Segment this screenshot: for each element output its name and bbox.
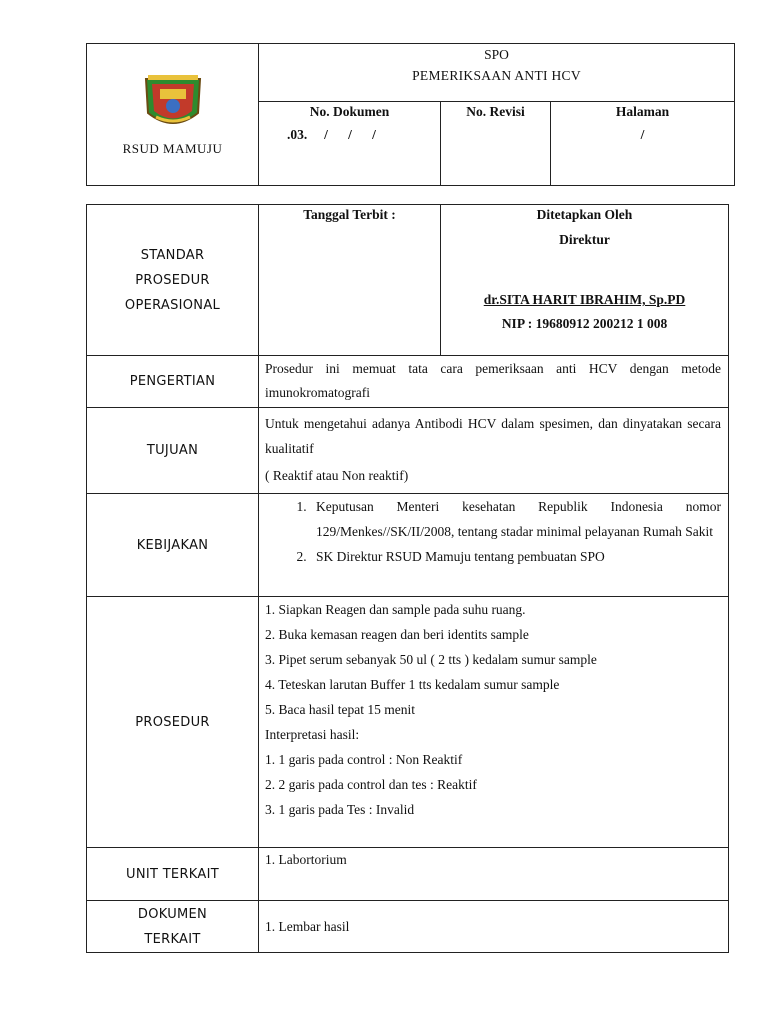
tanggal-terbit-cell	[259, 205, 441, 356]
tujuan-label: TUJUAN	[146, 443, 199, 458]
header-table	[86, 43, 735, 186]
kebijakan-label: KEBIJAKAN	[136, 537, 209, 553]
prosedur-line: 4. Teteskan larutan Buffer 1 tts kedalam sumur sample	[265, 677, 560, 692]
no-dokumen-cell	[259, 102, 441, 186]
unit-terkait-label: UNIT TERKAIT	[126, 866, 219, 882]
prosedur-line: 5. Baca hasil tepat 15 menit	[265, 702, 415, 717]
no-dokumen-value: .03. / / /	[287, 127, 376, 142]
prosedur-label-cell	[87, 597, 259, 848]
signer-name: dr.SITA HARIT IBRAHIM, Sp.PD	[483, 292, 686, 307]
jabatan: Direktur	[559, 232, 610, 247]
kebijakan-list	[265, 494, 721, 569]
sop-title-line-1: STANDAR	[140, 247, 205, 263]
dokumen-terkait-label-1: DOKUMEN	[137, 906, 208, 922]
prosedur-cell	[259, 597, 729, 848]
hospital-name: RSUD MAMUJU	[122, 140, 223, 156]
sop-title-line-2: PROSEDUR	[135, 272, 210, 288]
tujuan-cell	[259, 408, 729, 494]
prosedur-line: 2. Buka kemasan reagen dan beri identits sample	[265, 627, 529, 642]
tujuan-label-cell	[87, 408, 259, 494]
pengertian-label-cell	[87, 356, 259, 408]
kebijakan-cell	[259, 494, 729, 597]
dokumen-terkait-label-cell	[87, 901, 259, 953]
ditetapkan-cell	[441, 205, 729, 356]
pengertian-label: PENGERTIAN	[129, 374, 216, 389]
dokumen-terkait-label-2: TERKAIT	[144, 931, 201, 947]
tujuan-text-2: ( Reaktif atau Non reaktif)	[265, 468, 409, 483]
prosedur-line: Interpretasi hasil:	[265, 727, 360, 742]
tujuan-text: Untuk mengetahui adanya Antibodi HCV dalam spesimen, dan dinyatakan secara kualitatif	[265, 416, 721, 456]
pengertian-text: Prosedur ini memuat tata cara pemeriksaan anti HCV dengan metode imunokromatografi	[259, 356, 729, 408]
kebijakan-label-cell	[87, 494, 259, 597]
no-dokumen-label: No. Dokumen	[309, 104, 390, 119]
hospital-logo-cell	[87, 44, 259, 186]
unit-terkait-label-cell	[87, 848, 259, 901]
doc-title: PEMERIKSAAN ANTI HCV	[412, 68, 581, 83]
sop-left-title-cell	[87, 205, 259, 356]
prosedur-line: 1. 1 garis pada control : Non Reaktif	[265, 752, 463, 767]
prosedur-line: 3. 1 garis pada Tes : Invalid	[265, 802, 415, 817]
prosedur-line: 3. Pipet serum sebanyak 50 ul ( 2 tts ) kedalam sumur sample	[265, 652, 597, 667]
prosedur-line: 2. 2 garis pada control dan tes : Reaktif	[265, 777, 477, 792]
rsud-mamuju-emblem-icon	[138, 73, 208, 135]
doc-type: SPO	[484, 47, 509, 62]
prosedur-label: PROSEDUR	[135, 714, 210, 730]
ditetapkan-label: Ditetapkan Oleh	[536, 207, 633, 222]
tanggal-terbit-label: Tanggal Terbit :	[303, 207, 396, 222]
dokumen-terkait-text: 1. Lembar hasil	[259, 901, 729, 953]
signer-nip: NIP : 19680912 200212 1 008	[501, 316, 668, 331]
no-revisi-cell	[441, 102, 551, 186]
kebijakan-item: 1. Keputusan Menteri kesehatan Republik Indonesia nomor 129/Menkes//SK/II/2008, tentang stadar minimal pelayanan Rumah Sakit	[310, 494, 721, 544]
unit-terkait-text: 1. Labortorium	[259, 848, 729, 901]
halaman-label: Halaman	[615, 104, 670, 119]
halaman-value: /	[640, 127, 645, 142]
spo-title-cell	[259, 44, 735, 102]
prosedur-line: 1. Siapkan Reagen dan sample pada suhu ruang.	[265, 602, 526, 617]
sop-table	[86, 204, 729, 953]
kebijakan-item: 2. SK Direktur RSUD Mamuju tentang pembuatan SPO	[310, 544, 721, 569]
no-revisi-label: No. Revisi	[466, 104, 525, 119]
halaman-cell	[551, 102, 735, 186]
sop-title-line-3: OPERASIONAL	[124, 297, 221, 313]
